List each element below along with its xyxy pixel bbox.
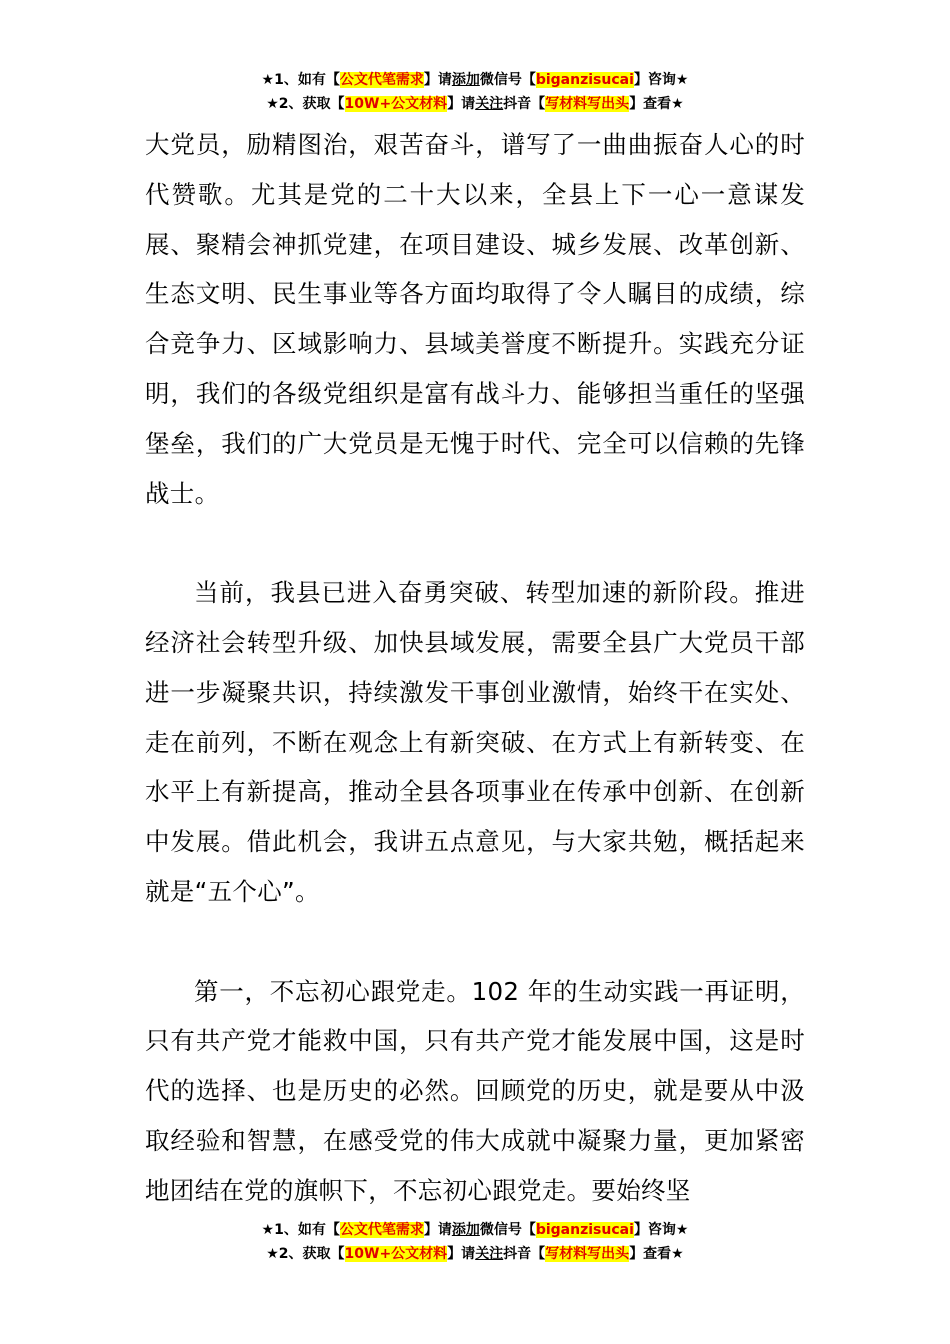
banner-text: 】查看★ xyxy=(629,96,684,112)
banner-highlight: 公文代笔需求 xyxy=(339,72,424,88)
banner-text: 微信号【 xyxy=(479,1222,536,1238)
banner-text: 抖音【 xyxy=(503,1246,546,1262)
banner-line-1 xyxy=(0,68,950,92)
banner-text: 】咨询★ xyxy=(633,1222,689,1238)
banner-text: ★1、如有【 xyxy=(261,1222,340,1238)
banner-highlight: 写材料写出头 xyxy=(545,96,630,112)
banner-text: ★1、如有【 xyxy=(261,72,340,88)
banner-text: 】请 xyxy=(423,1222,452,1238)
banner-text: 】请 xyxy=(447,1246,476,1262)
banner-highlight: 写材料写出头 xyxy=(545,1246,630,1262)
banner-highlight: 10W+公文材料 xyxy=(344,96,448,112)
header-banner xyxy=(0,68,950,116)
banner-highlight: 公文代笔需求 xyxy=(339,1222,424,1238)
banner-text: ★2、获取【 xyxy=(266,1246,345,1262)
paragraph: 第一，不忘初心跟党走。102 年的生动实践一再证明，只有共产党才能救中国，只有共产党才能发展中国，这是时代的选择、也是历史的必然。回顾党的历史，就是要从中汲取经验和智慧，在感受党的伟大成就中凝聚力量，更加紧密地团结在党的旗帜下，不忘初心跟党走。要始终坚 xyxy=(145,976,805,1205)
banner-line-2 xyxy=(0,92,950,116)
paragraph: 当前，我县已进入奋勇突破、转型加速的新阶段。推进经济社会转型升级、加快县域发展，需要全县广大党员干部进一步凝聚共识，持续激发干事创业激情，始终干在实处、走在前列，不断在观念上有新突破、在方式上有新转变、在水平上有新提高，推动全县各项事业在传承中创新、在创新中发展。借此机会，我讲五点意见，与大家共勉，概括起来就是“五个心”。 xyxy=(145,578,805,906)
banner-underlined: 添加 xyxy=(451,72,480,88)
banner-underlined: 关注 xyxy=(475,96,504,112)
banner-underlined: 关注 xyxy=(475,1246,504,1262)
banner-highlight: biganzisucai xyxy=(535,1222,634,1238)
document-body xyxy=(145,120,805,1216)
banner-highlight: 10W+公文材料 xyxy=(344,1246,448,1262)
banner-highlight: biganzisucai xyxy=(535,72,634,88)
paragraph: 大党员，励精图治，艰苦奋斗，谱写了一曲曲振奋人心的时代赞歌。尤其是党的二十大以来，全县上下一心一意谋发展、聚精会神抓党建，在项目建设、城乡发展、改革创新、生态文明、民生事业等各方面均取得了令人瞩目的成绩，综合竞争力、区域影响力、县域美誉度不断提升。实践充分证明，我们的各级党组织是富有战斗力、能够担当重任的坚强堡垒，我们的广大党员是无愧于时代、完全可以信赖的先锋战士。 xyxy=(145,130,805,508)
banner-text: 】咨询★ xyxy=(633,72,689,88)
banner-line-1 xyxy=(0,1218,950,1242)
banner-text: 】请 xyxy=(423,72,452,88)
banner-text: 】请 xyxy=(447,96,476,112)
banner-text: ★2、获取【 xyxy=(266,96,345,112)
banner-text: 抖音【 xyxy=(503,96,546,112)
banner-underlined: 添加 xyxy=(451,1222,480,1238)
banner-text: 】查看★ xyxy=(629,1246,684,1262)
banner-line-2 xyxy=(0,1242,950,1266)
footer-banner xyxy=(0,1218,950,1266)
banner-text: 微信号【 xyxy=(479,72,536,88)
